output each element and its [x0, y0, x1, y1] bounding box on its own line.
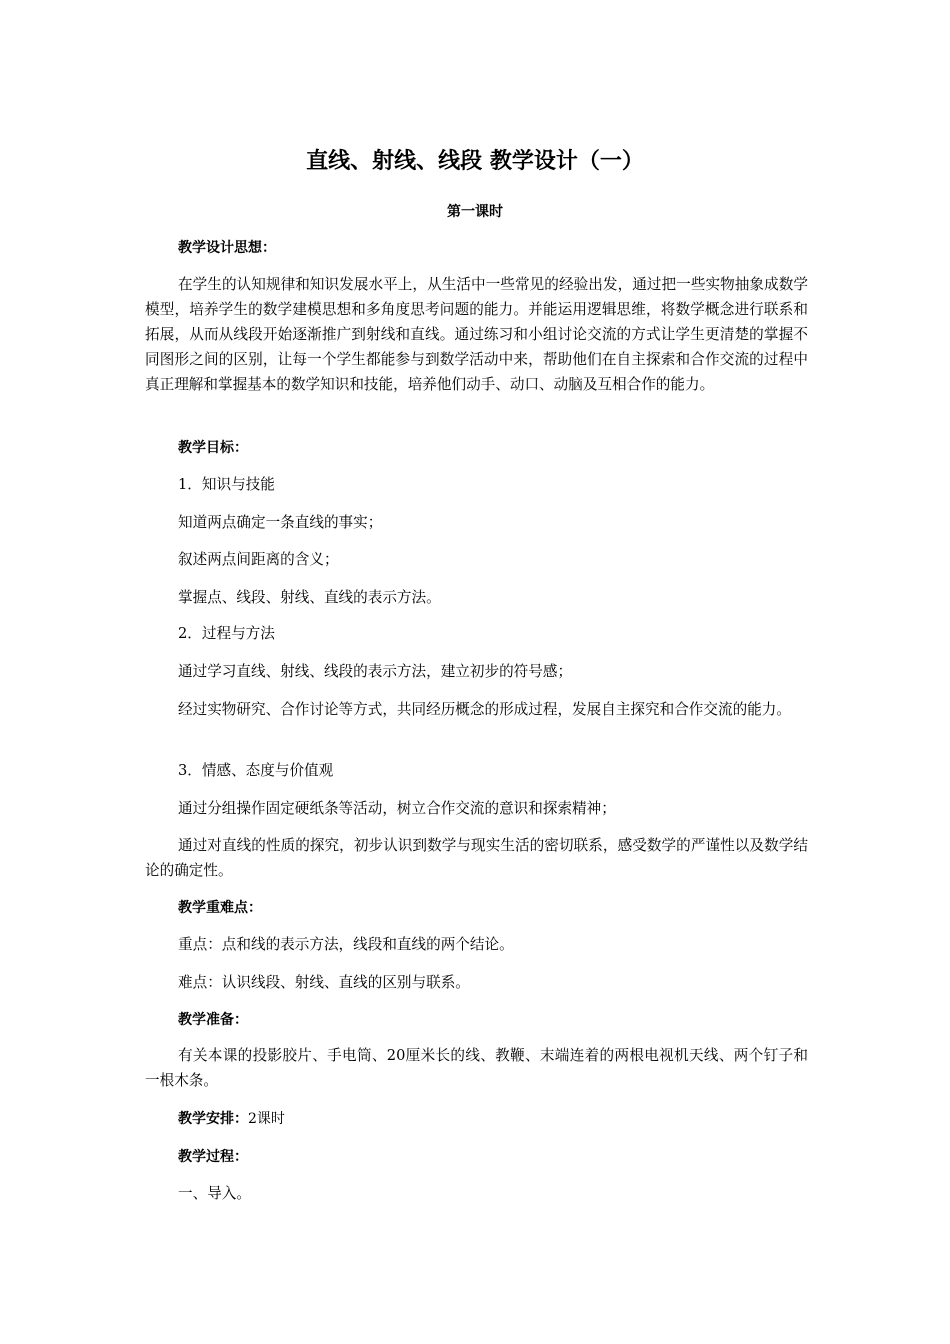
- keypoints-heading: 教学重难点：: [178, 900, 262, 916]
- goals-heading: 教学目标：: [178, 440, 248, 456]
- design-heading: 教学设计思想：: [178, 240, 276, 256]
- goal1-item: 叙述两点间距离的含义；: [178, 551, 339, 568]
- keypoint-item: 难点：认识线段、射线、直线的区别与联系。: [178, 974, 470, 991]
- process-heading: 教学过程：: [178, 1149, 248, 1165]
- goal2-item: 通过学习直线、射线、线段的表示方法，建立初步的符号感；: [178, 663, 573, 680]
- goal3-heading: 3．情感、态度与价值观: [178, 762, 334, 779]
- lesson-subtitle: 第一课时: [447, 204, 503, 220]
- keypoint-item: 重点：点和线的表示方法，线段和直线的两个结论。: [178, 936, 514, 953]
- schedule-line: [145, 1107, 841, 1132]
- goal2-heading: 2．过程与方法: [178, 625, 275, 642]
- prep-heading: 教学准备：: [178, 1012, 248, 1028]
- schedule-heading: 教学安排：: [178, 1111, 248, 1127]
- schedule-value: 2课时: [248, 1111, 285, 1127]
- design-paragraph: 在学生的认知规律和知识发展水平上，从生活中一些常见的经验出发，通过把一些实物抽象成数学模型，培养学生的数学建模思想和多角度思考问题的能力。并能运用逻辑思维，将数学概念进行联系和拓展，从而从线段开始逐渐推广到射线和直线。通过练习和小组讨论交流的方式让学生更清楚的掌握不同图形之间的区别，让每一个学生都能参与到数学活动中来，帮助他们在自主探索和合作交流的过程中真正理解和掌握基本的数学知识和技能，培养他们动手、动口、动脑及互相合作的能力。: [145, 276, 808, 393]
- process-first-step: 一、导入。: [178, 1185, 251, 1202]
- goal3-item: 通过分组操作固定硬纸条等活动，树立合作交流的意识和探索精神；: [178, 800, 616, 817]
- document-title: 直线、射线、线段 教学设计（一）: [306, 149, 644, 174]
- goal1-item: 掌握点、线段、射线、直线的表示方法。: [178, 589, 441, 606]
- goal1-item: 知道两点确定一条直线的事实；: [178, 514, 383, 531]
- goal2-item: 经过实物研究、合作讨论等方式，共同经历概念的形成过程，发展自主探究和合作交流的能力。: [178, 701, 791, 718]
- goal3-item: 通过对直线的性质的探究，初步认识到数学与现实生活的密切联系，感受数学的严谨性以及数学结论的确定性。: [145, 837, 808, 879]
- goal1-heading: 1．知识与技能: [178, 476, 275, 493]
- prep-paragraph: 有关本课的投影胶片、手电筒、20厘米长的线、教鞭、末端连着的两根电视机天线、两个钉子和一根木条。: [145, 1047, 808, 1089]
